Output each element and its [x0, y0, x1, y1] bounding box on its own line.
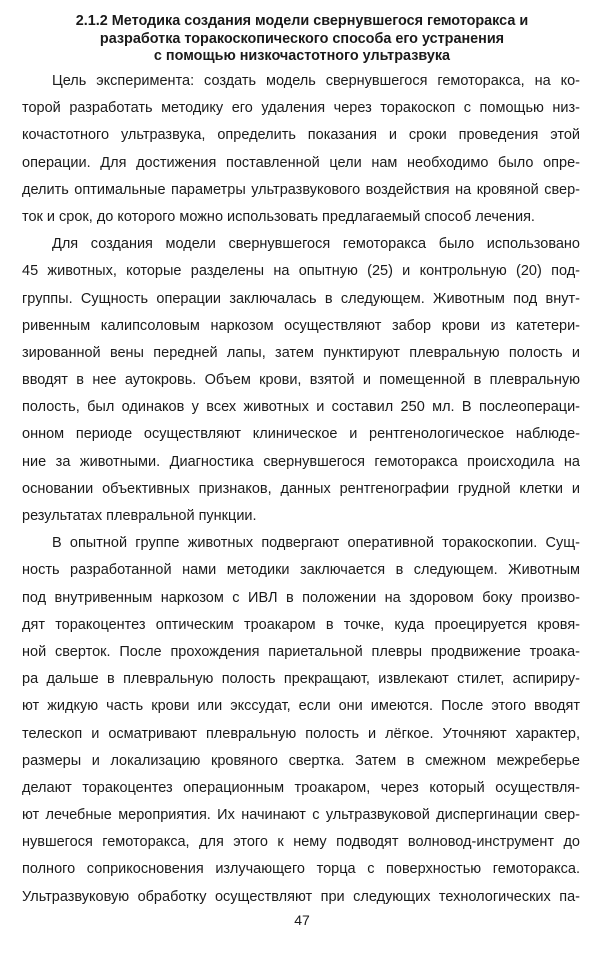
text-line: вводят в нее аутокровь. Объем крови, взятой и помещенной в плевральную: [22, 372, 580, 389]
paragraph-3: [22, 530, 580, 911]
text-line: делают торакоцентез операционным троакаром, через который осуществля-: [22, 779, 580, 796]
heading-line: 2.1.2 Методика создания модели свернувшегося гемоторакса и: [75, 13, 529, 29]
text-line: ра дальше в плевральную полость прекращают, извлекают стилет, аспириру-: [22, 671, 580, 688]
text-line: онном периоде осуществляют клиническое и рентгенологическое наблюде-: [22, 426, 580, 443]
heading-line: разработка торакоскопического способа его устранения: [99, 30, 505, 47]
text-line: под внутривенным наркозом с ИВЛ в положении на здоровом боку произво-: [22, 589, 580, 606]
text-line: ной сверток. После прохождения париетальной плевры продвижение троака-: [22, 643, 580, 660]
text-line: ют жидкую часть крови или экссудат, если они имеются. После этого вводят: [22, 698, 580, 715]
page-number: 47: [294, 912, 310, 928]
text-line: телескоп и осматривают плевральную полость и лёгкое. Уточняют характер,: [22, 725, 580, 742]
text-line: ток и срок, до которого можно использовать предлагаемый способ лечения.: [22, 208, 535, 225]
section-heading: [40, 13, 564, 66]
text-line: результатах плевральной пункции.: [22, 508, 257, 524]
text-line: В опытной группе животных подвергают оперативной торакоскопии. Сущ-: [52, 535, 580, 552]
text-line: полость, был одинаков у всех животных и составил 250 мл. В послеопераци-: [22, 399, 580, 416]
text-line: Для создания модели свернувшегося гемоторакса было использовано: [52, 236, 580, 253]
paragraph-2: [22, 231, 580, 530]
text-line: ние за животными. Диагностика свернувшегося гемоторакса происходила на: [22, 453, 580, 470]
paragraph-1: [22, 68, 580, 231]
text-line: дят торакоцентез оптическим троакаром в точке, куда проецируется кровя-: [22, 616, 580, 633]
text-line: нувшегося гемоторакса, для этого к нему подводят волновод-инструмент до: [22, 834, 580, 851]
text-line: кочастотного ультразвука, определить показания и сроки проведения этой: [22, 127, 580, 144]
text-line: торой разработать методику его удаления через торакоскоп с помощью низ-: [22, 100, 580, 117]
text-line: ривенным калипсоловым наркозом осуществляют забор крови из катетери-: [22, 317, 580, 334]
text-line: размеры и локализацию кровяного свертка. Затем в смежном межреберье: [22, 752, 580, 769]
text-line: Цель эксперимента: создать модель свернувшегося гемоторакса, на ко-: [52, 73, 580, 89]
text-line: полного соприкосновения излучающего торца с поверхностью гемоторакса.: [22, 861, 580, 878]
text-line: 45 животных, которые разделены на опытную (25) и контрольную (20) под-: [22, 263, 580, 280]
text-line: основании объективных признаков, данных рентгенографии грудной клетки и: [22, 480, 580, 497]
text-line: группы. Сущность операции заключалась в следующем. Животным под внут-: [22, 290, 580, 307]
body-text: [22, 68, 580, 911]
text-line: операции. Для достижения поставленной цели нам необходимо было опре-: [22, 154, 580, 171]
text-line: делить оптимальные параметры ультразвукового воздействия на кровяной свер-: [22, 181, 580, 198]
text-line: ют лечебные мероприятия. Их начинают с ультразвуковой диспергинации свер-: [22, 807, 580, 824]
text-line: ность разработанной нами методики заключается в следующем. Животным: [22, 562, 580, 579]
text-line: Ультразвуковую обработку осуществляют при следующих технологических па-: [22, 888, 580, 905]
text-line: зированной вены передней лапы, затем пунктируют плевральную полость и: [22, 344, 580, 361]
heading-line: с помощью низкочастотного ультразвука: [153, 48, 451, 64]
